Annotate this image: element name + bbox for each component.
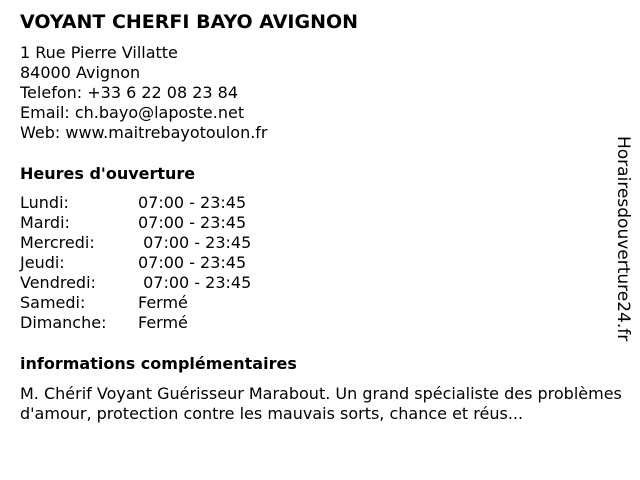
opening-hours-table [20,193,251,333]
hours-row-friday [20,273,251,293]
website-line[interactable]: Web: www.maitrebayotoulon.fr [20,123,268,142]
site-watermark: Horairesdouverture24.fr [613,136,633,342]
business-name: VOYANT CHERFI BAYO AVIGNON [20,11,359,33]
hours-row-thursday [20,253,251,273]
time-value: 07:00 - 23:45 [138,233,252,252]
hours-row-wednesday [20,233,251,253]
business-description: M. Chérif Voyant Guérisseur Marabout. Un grand spécialiste des problèmes d'amour, protection contre les mauvais sorts, chance et réus... [20,384,622,423]
day-label: Lundi: [20,193,69,212]
hours-row-monday [20,193,251,213]
day-label: Dimanche: [20,313,107,332]
contact-block [20,43,268,143]
time-value: 07:00 - 23:45 [138,193,247,212]
time-value: 07:00 - 23:45 [138,213,247,232]
hours-row-saturday [20,293,251,313]
city-postcode: 84000 Avignon [20,63,141,82]
day-label: Mercredi: [20,233,95,252]
phone-line[interactable]: Telefon: +33 6 22 08 23 84 [20,83,239,102]
hours-row-tuesday [20,213,251,233]
time-value: 07:00 - 23:45 [138,273,252,292]
day-label: Vendredi: [20,273,96,292]
day-label: Jeudi: [20,253,65,272]
time-value: 07:00 - 23:45 [138,253,247,272]
street-address: 1 Rue Pierre Villatte [20,43,178,62]
additional-info-heading: informations complémentaires [20,354,297,373]
time-value: Fermé [138,293,188,312]
time-value: Fermé [138,313,188,332]
email-line[interactable]: Email: ch.bayo@laposte.net [20,103,245,122]
hours-row-sunday [20,313,251,333]
opening-hours-heading: Heures d'ouverture [20,164,196,183]
day-label: Samedi: [20,293,86,312]
day-label: Mardi: [20,213,70,232]
